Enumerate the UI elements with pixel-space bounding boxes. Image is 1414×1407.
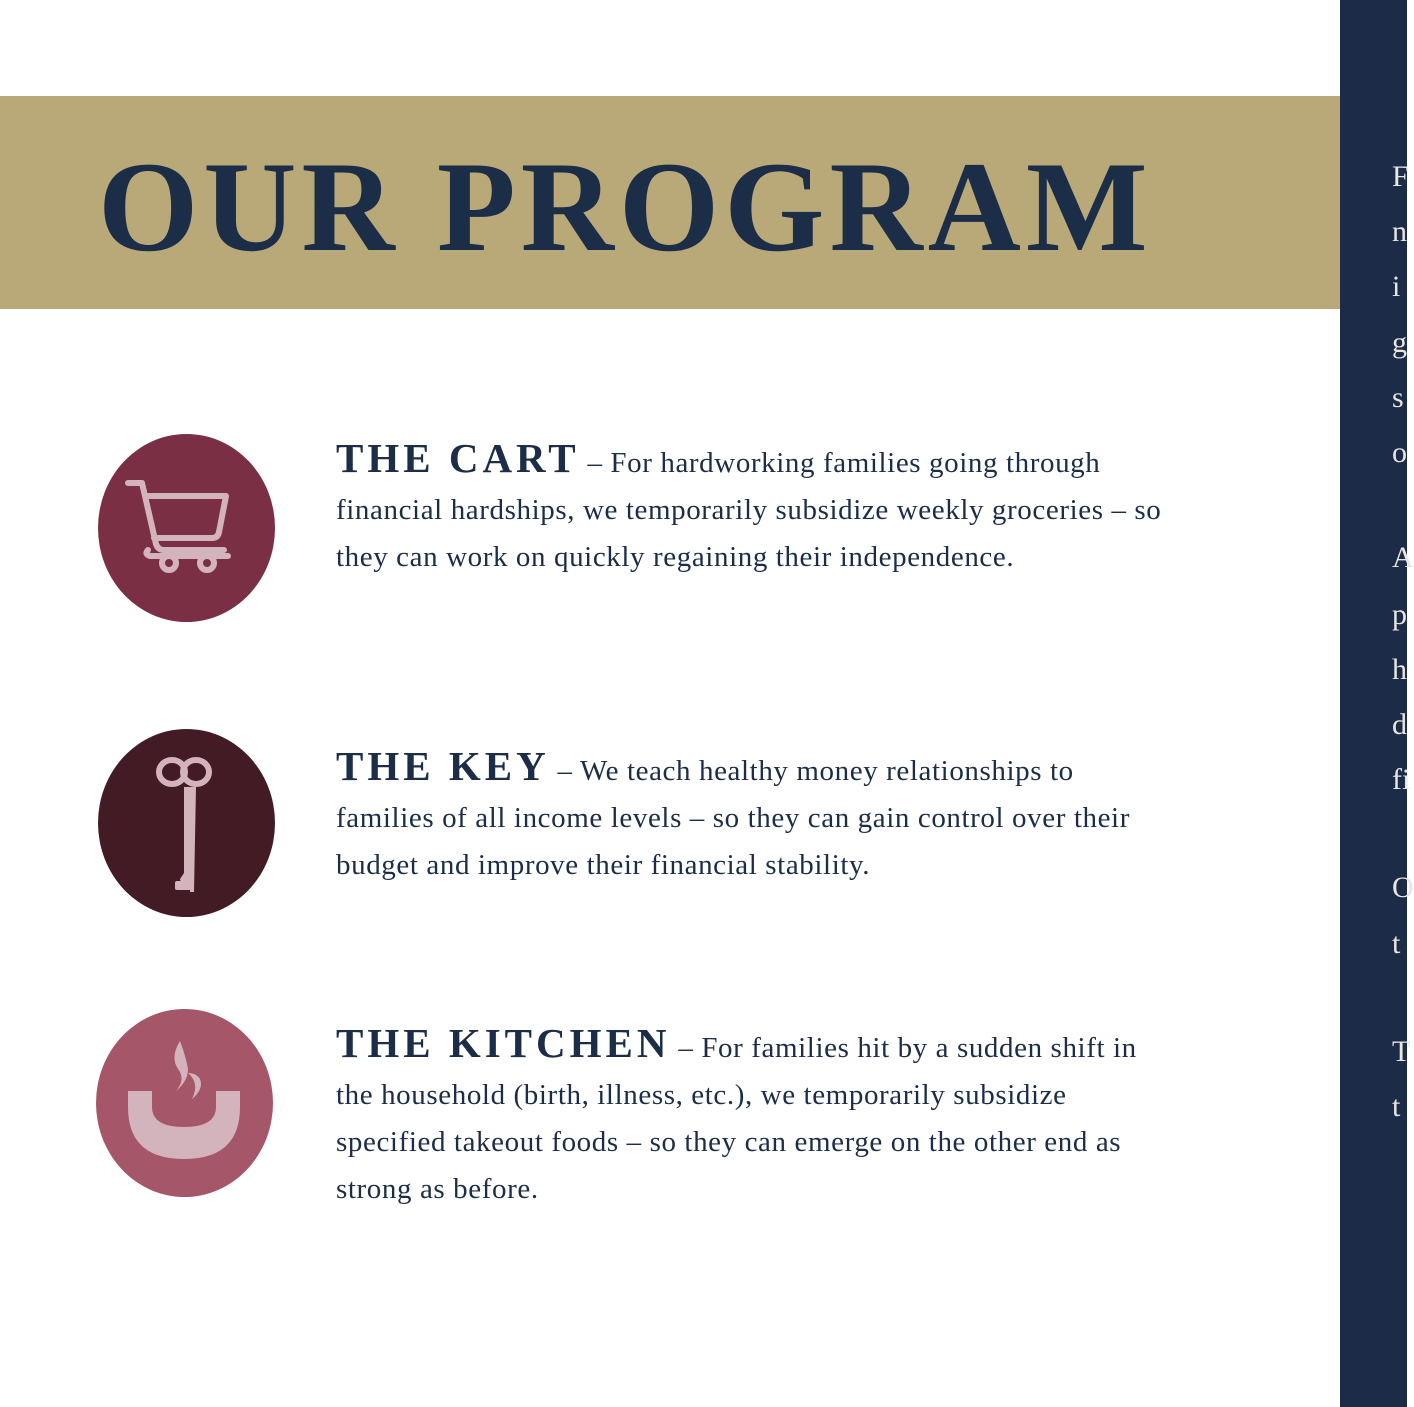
- cart-icon-badge: [98, 434, 275, 622]
- program-key-separator: –: [557, 755, 573, 787]
- side-panel: [1340, 0, 1414, 1407]
- side-panel-fragment: p: [1392, 598, 1407, 631]
- program-cart-text: [336, 435, 1166, 581]
- side-panel-fragment: h: [1392, 653, 1407, 686]
- side-panel-fragment: t: [1392, 1090, 1401, 1123]
- side-panel-fragment: n: [1392, 215, 1407, 248]
- side-panel-fragment: i: [1392, 270, 1401, 303]
- program-key-text: [336, 743, 1166, 889]
- shopping-cart-icon: [98, 434, 275, 622]
- key-icon-badge: [98, 729, 275, 917]
- side-panel-fragment: t: [1392, 927, 1401, 960]
- side-panel-fragment: T: [1392, 1035, 1411, 1068]
- page-title: OUR PROGRAM: [98, 135, 1153, 278]
- kitchen-icon-badge: [96, 1009, 273, 1197]
- side-panel-fragment: F: [1392, 160, 1409, 193]
- side-panel-fragment: O: [1392, 871, 1414, 904]
- side-panel-fragment: A: [1392, 541, 1414, 574]
- program-key-description: We teach healthy money relationships to families of all income levels – so they can gain control over their budget and improve their financial stability.: [336, 755, 1130, 881]
- side-panel-fragment: o: [1392, 436, 1407, 469]
- program-cart-title: THE CART: [336, 435, 580, 481]
- program-kitchen-description: For families hit by a sudden shift in the household (birth, illness, etc.), we temporarily subsidize specified takeout foods – so they can emerge on the other end as strong as before.: [336, 1032, 1137, 1205]
- program-cart-description: For hardworking families going through financial hardships, we temporarily subsidize weekly groceries – so they can work on quickly regaining their independence.: [336, 447, 1162, 573]
- program-key-title: THE KEY: [336, 743, 550, 789]
- program-kitchen-title: THE KITCHEN: [336, 1020, 671, 1066]
- steaming-bowl-icon: [96, 1009, 273, 1197]
- side-panel-fragment: fi: [1392, 763, 1411, 796]
- side-panel-fragment: g: [1392, 326, 1407, 359]
- program-kitchen-text: [336, 1020, 1166, 1213]
- side-panel-fragment: d: [1392, 708, 1407, 741]
- key-icon: [98, 729, 275, 917]
- program-kitchen-separator: –: [678, 1032, 694, 1064]
- side-panel-fragment: s: [1392, 381, 1404, 414]
- program-cart-separator: –: [587, 447, 603, 479]
